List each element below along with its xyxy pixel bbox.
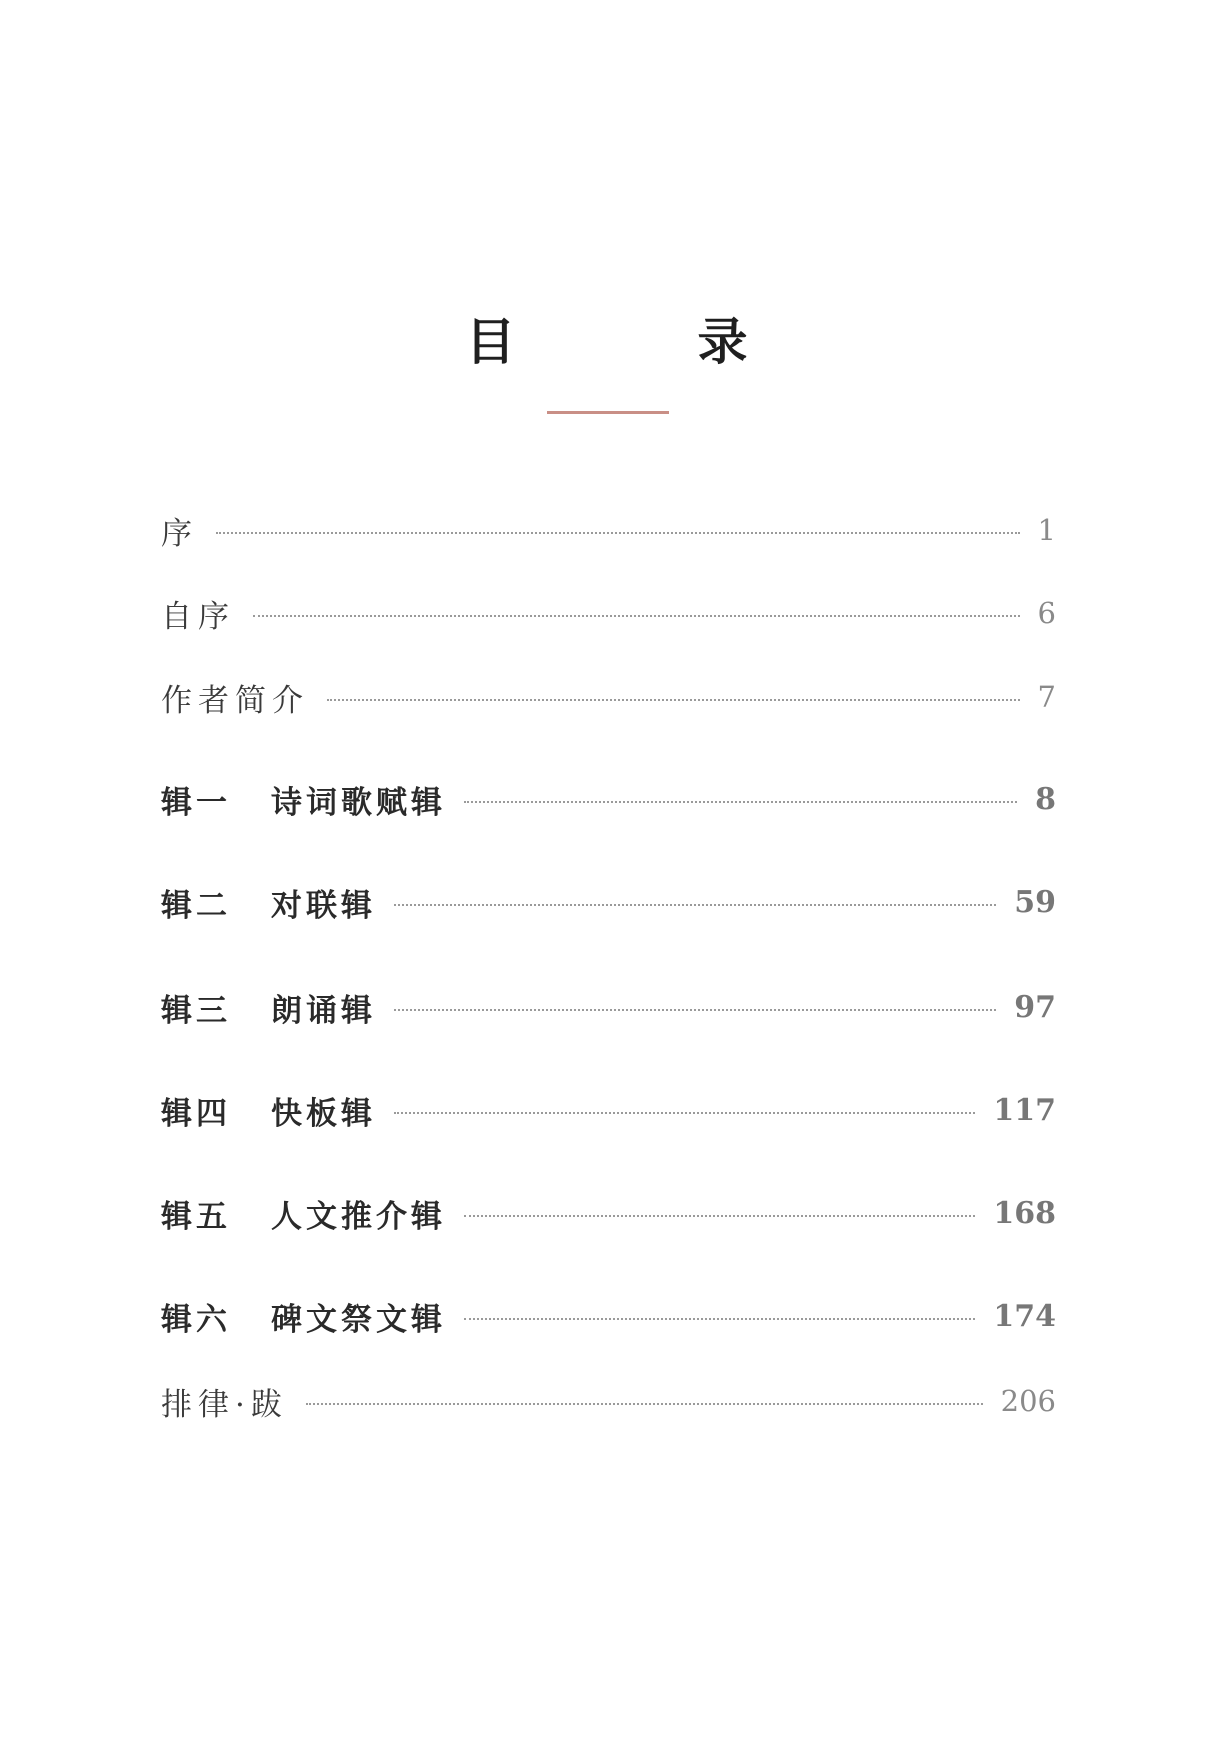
toc-entry-section-6[interactable] <box>161 1291 1056 1341</box>
toc-entry-page: 7 <box>1037 680 1056 714</box>
dot-leader <box>464 801 1017 803</box>
toc-entry-page: 168 <box>993 1195 1056 1231</box>
dot-leader <box>327 699 1020 701</box>
toc-entry-page: 97 <box>1014 989 1056 1025</box>
dot-leader <box>216 532 1020 534</box>
toc-entry-author-bio[interactable] <box>161 672 1056 722</box>
toc-entry-label: 对联辑 <box>271 887 376 924</box>
toc-entry-page: 117 <box>993 1092 1056 1128</box>
toc-entry-label: 作者简介 <box>161 682 309 719</box>
toc-entry-section-2[interactable] <box>161 877 1056 927</box>
toc-entry-label: 自序 <box>161 598 235 635</box>
dot-leader <box>253 615 1020 617</box>
toc-entry-label: 碑文祭文辑 <box>271 1301 446 1338</box>
toc-entry-section-4[interactable] <box>161 1085 1056 1135</box>
toc-section-prefix: 辑一 <box>161 784 231 821</box>
toc-section-prefix: 辑二 <box>161 887 231 924</box>
toc-entry-section-1[interactable] <box>161 774 1056 824</box>
dot-leader <box>464 1215 975 1217</box>
dot-leader <box>394 1009 996 1011</box>
toc-entry-page: 59 <box>1014 884 1056 920</box>
toc-entry-page: 6 <box>1037 596 1056 630</box>
toc-entry-verse-epilogue[interactable] <box>161 1376 1056 1426</box>
dot-leader <box>464 1318 975 1320</box>
toc-entry-preface[interactable] <box>161 505 1056 555</box>
toc-entry-section-3[interactable] <box>161 982 1056 1032</box>
toc-entry-label: 朗诵辑 <box>271 992 376 1029</box>
dot-leader <box>306 1403 983 1405</box>
toc-entry-page: 8 <box>1035 781 1056 817</box>
toc-entry-page: 174 <box>993 1298 1056 1334</box>
toc-entry-section-5[interactable] <box>161 1188 1056 1238</box>
toc-entry-label: 排律·跋 <box>161 1386 288 1423</box>
toc-entry-author-preface[interactable] <box>161 588 1056 638</box>
toc-entry-label: 快板辑 <box>271 1095 376 1132</box>
toc-entry-label: 人文推介辑 <box>271 1198 446 1235</box>
page-title: 目 录 <box>465 312 814 371</box>
toc-section-prefix: 辑四 <box>161 1095 231 1132</box>
title-underline <box>547 411 669 414</box>
toc-section-prefix: 辑六 <box>161 1301 231 1338</box>
toc-entry-page: 1 <box>1037 513 1056 547</box>
toc-entry-label: 诗词歌赋辑 <box>271 784 446 821</box>
toc-section-prefix: 辑三 <box>161 992 231 1029</box>
toc-entry-page: 206 <box>1000 1384 1056 1418</box>
toc-section-prefix: 辑五 <box>161 1198 231 1235</box>
dot-leader <box>394 1112 975 1114</box>
toc-entry-label: 序 <box>161 515 198 552</box>
dot-leader <box>394 904 996 906</box>
